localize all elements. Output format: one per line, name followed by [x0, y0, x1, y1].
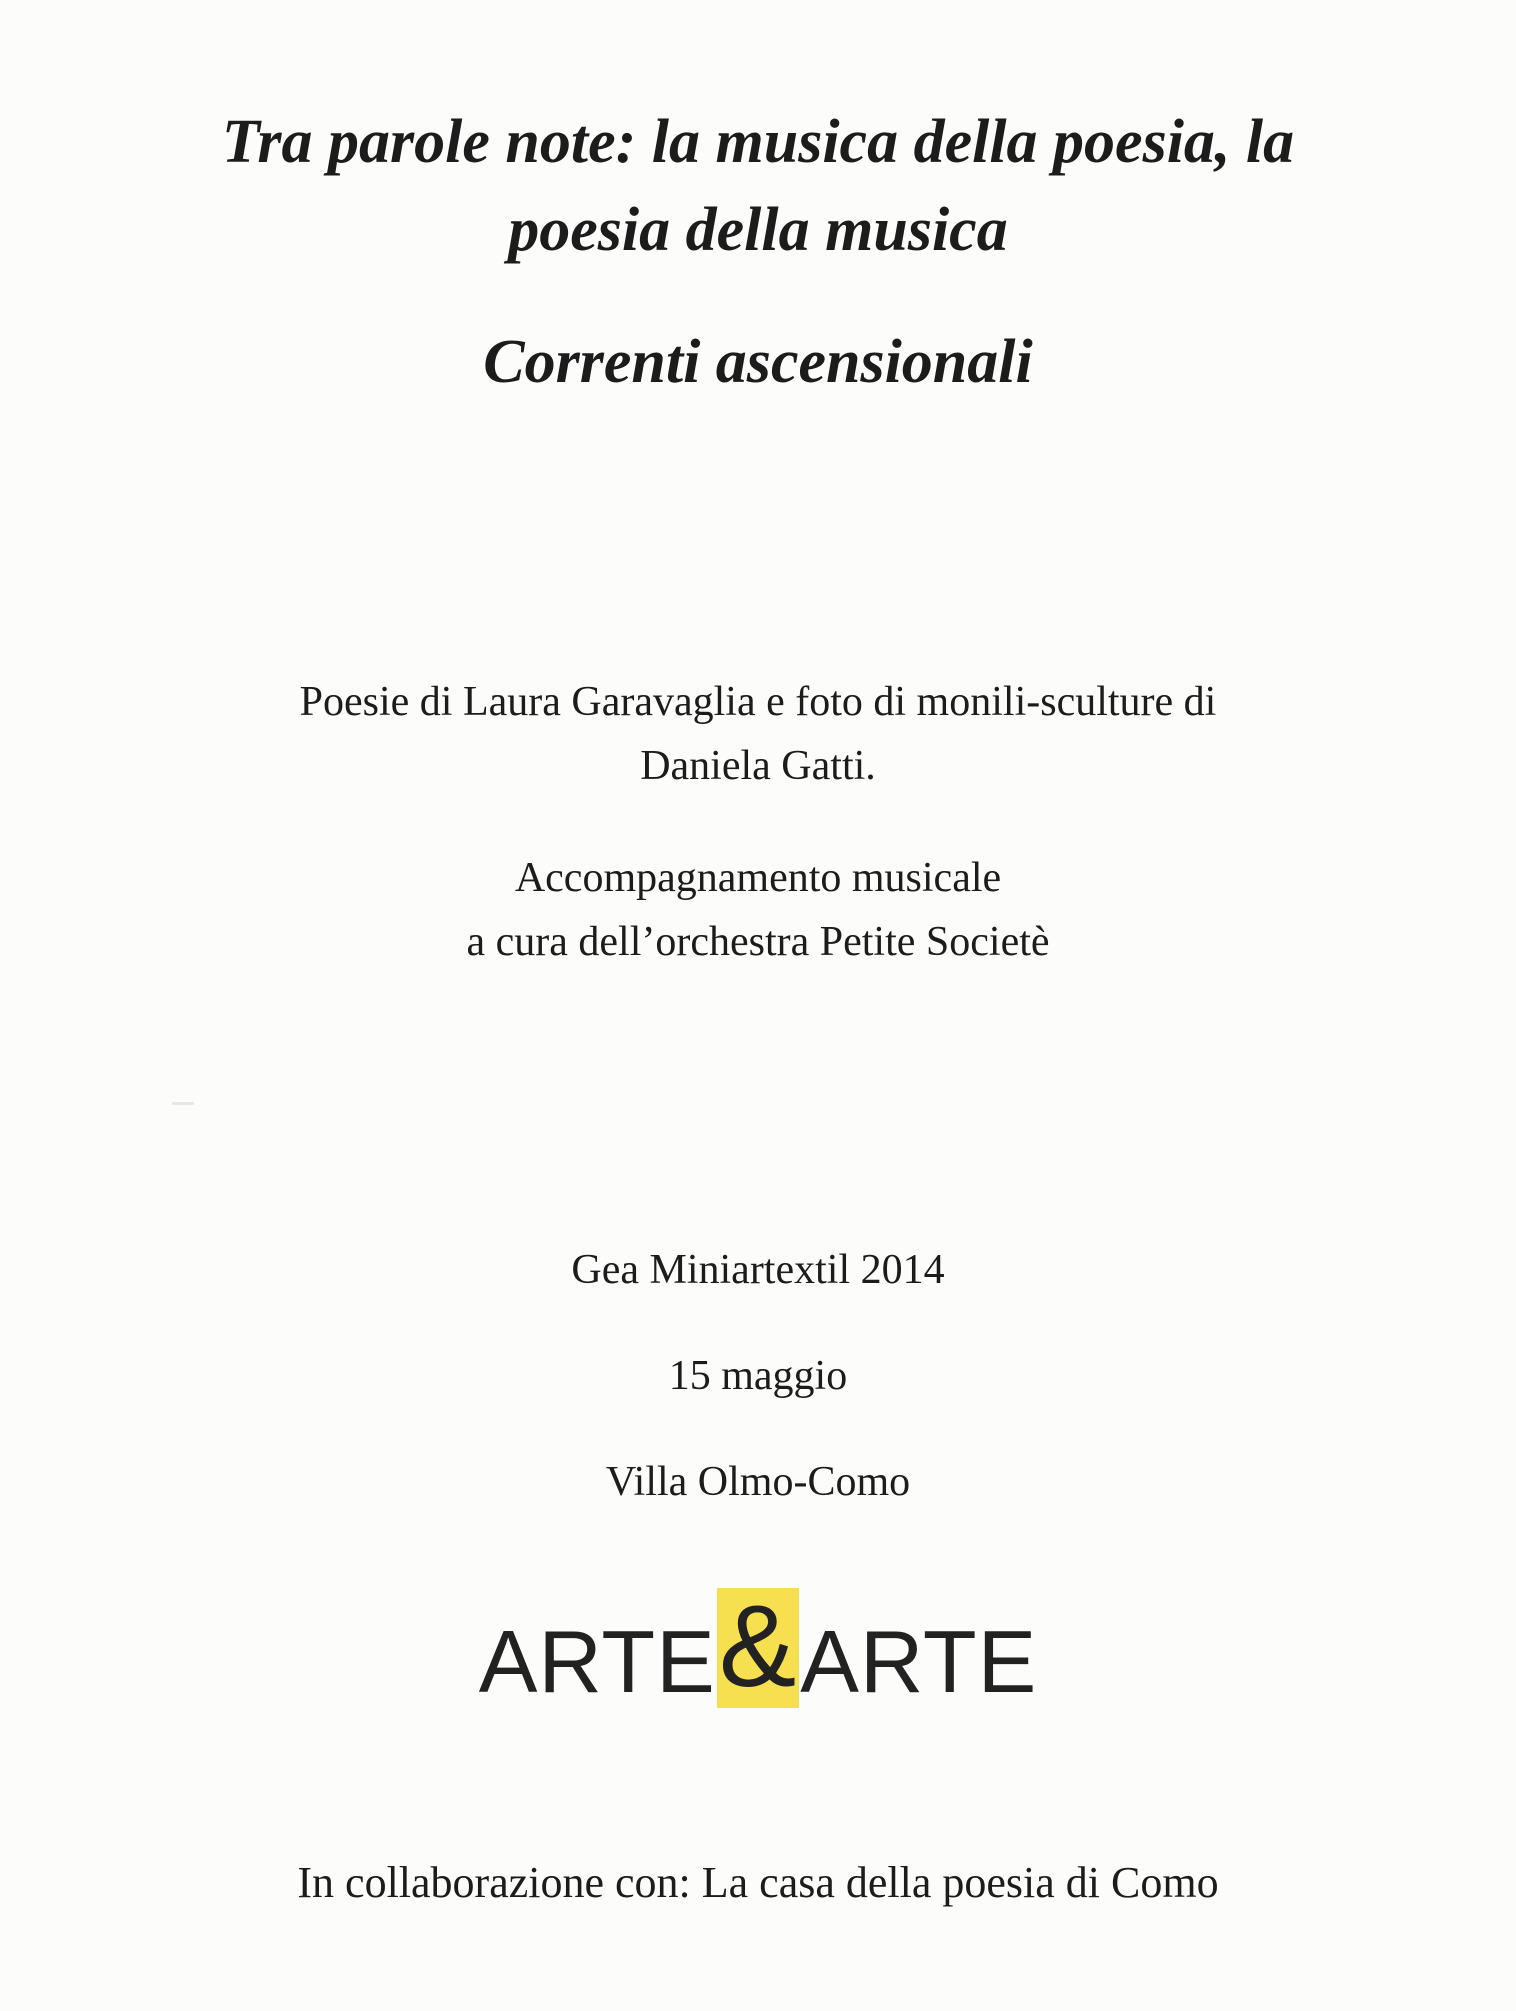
logo-ampersand-highlight	[717, 1581, 799, 1711]
logo-word-right: ARTE	[800, 1612, 1038, 1711]
credits-line-2: Daniela Gatti.	[640, 743, 876, 789]
logo-word-left: ARTE	[478, 1612, 716, 1711]
credits-line-1: Poesie di Laura Garavaglia e foto di monili-sculture di	[299, 679, 1217, 725]
music-paragraph	[0, 846, 1516, 974]
collaboration-line: In collaborazione con: La casa della poesia di Como	[297, 1858, 1219, 1907]
credits-paragraph	[0, 670, 1516, 798]
logo-ampersand: &	[718, 1581, 798, 1711]
event-name: Gea Miniartextil 2014	[571, 1247, 945, 1293]
event-place: Villa Olmo-Como	[605, 1459, 911, 1505]
title-line-1: Tra parole note: la musica della poesia, la	[221, 108, 1295, 176]
scan-speck	[172, 1102, 194, 1105]
title-line-2: poesia della musica	[508, 196, 1008, 264]
event-date: 15 maggio	[668, 1353, 848, 1399]
document-title	[0, 98, 1516, 274]
music-line-2: a cura dell’orchestra Petite Societè	[466, 919, 1050, 965]
music-line-1: Accompagnamento musicale	[514, 855, 1002, 901]
arte-arte-logo	[0, 1581, 1516, 1714]
document-subtitle: Correnti ascensionali	[483, 328, 1033, 396]
